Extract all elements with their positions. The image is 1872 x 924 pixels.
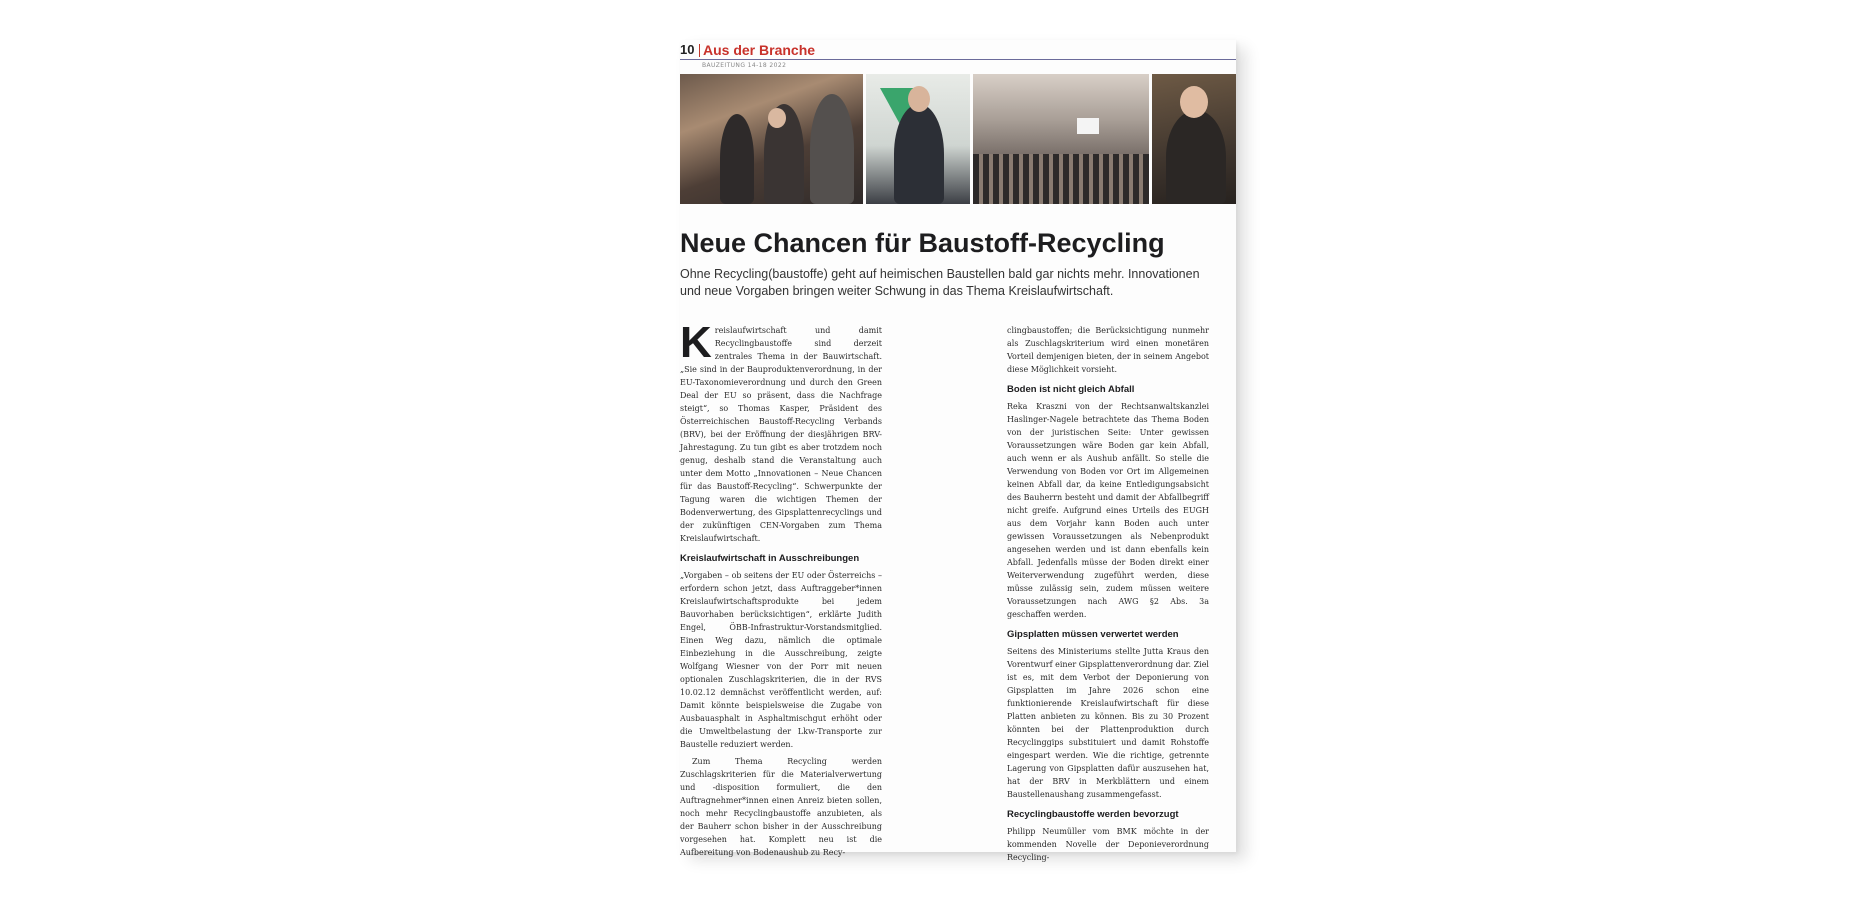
drop-cap: K [680,318,712,367]
text-column-right [1007,324,1209,868]
magazine-page [680,40,1236,862]
paragraph: „Vorgaben – ob seitens der EU oder Österreichs – erfordern schon jetzt, dass Auftraggeber*innen Kreislaufwirtschaftsprodukte bei jedem Bauvorhaben berücksichtigen“, erklärte Judith Engel, ÖBB-Infrastruktur-Vorstandsmitglied. Einen Weg dazu, nämlich die optimale Einbeziehung in die Ausschreibung, zeigte Wolfgang Wiesner von der Porr mit neuen optionalen Zuschlagskriterien, die in der RVS 10.02.12 demnächst veröffentlicht werden, auf: Damit könnte beispielsweise die Zugabe von Ausbauasphalt in Asphaltmischgut erhöht oder die Umweltbelastung der Lkw-Transporte zur Baustelle reduziert werden. [680,571,882,749]
subheading-recyclingbaustoffe: Recyclingbaustoffe werden bevorzugt [1007,809,1179,820]
paragraph-intro: Kreislaufwirtschaft und damit Recyclingbaustoffe sind derzeit zentrales Thema in der Bauwirtschaft. „Sie sind in der Bauproduktenverordnung, in der EU-Taxonomieverordnung und durch den Green Deal der EU so präsent, dass die Nachfrage steigt“, so Thomas Kasper, Präsident des Österreichischen Baustoff-Recycling Verbands (BRV), bei der Eröffnung der diesjährigen BRV-Jahrestagung. Zu tun gibt es aber trotzdem noch genug, deshalb stand die Veranstaltung auch unter dem Motto „Innovationen – Neue Chancen für das Baustoff-Recycling“. Schwerpunkte der Tagung waren die wichtigen Themen der Bodenverwertung, des Gipsplattenrecyclings und der zukünftigen CEN-Vorgaben zum Thema Kreislaufwirtschaft. [680,318,882,543]
page-number: 10 [680,42,695,57]
header-rule [680,59,1236,60]
header-separator [699,44,700,57]
section-title: Aus der Branche [703,42,816,58]
photo-speaker-microphone [1152,74,1236,204]
photo-conference-hall [973,74,1149,204]
photo-speaker-podium [866,74,970,204]
text-column-left [680,318,882,863]
paragraph: Seitens des Ministeriums stellte Jutta Kraus den Vorentwurf einer Gipsplattenverordnung dar. Ziel ist es, mit dem Verbot der Deponierung von Gipsplatten im Jahre 2026 schon eine funktionierende Kreislaufwirtschaft für diese Platten anbieten zu können. Bis zu 30 Prozent könnten bei der Plattenproduktion durch Recyclinggips substituiert und damit Rohstoffe eingespart werden. Wie die richtige, getrennte Lagerung von Gipsplatten dafür auszusehen hat, hat der BRV in Merkblättern und einem Baustellenaushang zusammengefasst. [1007,647,1209,799]
photo-audience [680,74,863,204]
paragraph: Reka Kraszni von der Rechtsanwaltskanzlei Haslinger-Nagele betrachtete das Thema Boden von der juristischen Seite: Unter gewissen Voraussetzungen wäre Boden gar kein Abfall, auch wenn er als Aushub anfällt. So stelle die Verwendung von Boden vor Ort im Allgemeinen keinen Abfall dar, da keine Entledigungsabsicht des Bauherrn besteht und damit der Abfallbegriff nicht greife. Aufgrund eines Urteils des EUGH aus dem Vorjahr kann Boden auch unter gewissen Voraussetzungen als Nebenprodukt angesehen werden und ist dann ebenfalls kein Abfall. Jedenfalls müsse der Boden direkt einer Weiterverwendung zugeführt werden, diese müsse zulässig sein, zudem müssen weitere Voraussetzungen nach AWG §2 Abs. 3a geschaffen werden. [1007,402,1209,619]
paragraph: clingbaustoffen; die Berücksichtigung nunmehr als Zuschlagskriterium wird einen monetären Vorteil demjenigen bieten, der in seinem Angebot diese Möglichkeit vorsieht. [1007,326,1209,374]
page-header [680,42,1236,69]
subheading-gipsplatten: Gipsplatten müssen verwertet werden [1007,629,1179,640]
photo-strip [680,74,1236,204]
article-lead: Ohne Recycling(baustoffe) geht auf heimischen Baustellen bald gar nichts mehr. Innovationen und neue Vorgaben bringen weiter Schwung in das Thema Kreislaufwirtschaft. [680,267,1200,298]
subheading-boden: Boden ist nicht gleich Abfall [1007,384,1135,395]
paragraph: Philipp Neumüller vom BMK möchte in der kommenden Novelle der Deponieverordnung Recycling- [1007,827,1209,862]
article-title: Neue Chancen für Baustoff-Recycling [680,228,1165,258]
header-subline: BAUZEITUNG 14-18 2022 [702,62,787,69]
subheading-ausschreibungen: Kreislaufwirtschaft in Ausschreibungen [680,553,860,564]
paragraph: Zum Thema Recycling werden Zuschlagskriterien für die Materialverwertung und -disposition formuliert, die den Auftragnehmer*innen einen Anreiz bieten sollen, noch mehr Recyclingbaustoffe anzubieten, als der Bauherr schon bisher in der Ausschreibung vorgesehen hat. Komplett neu ist die Aufbereitung von Bodenaushub zu Recy- [680,757,882,857]
projection-screen [1077,118,1099,134]
